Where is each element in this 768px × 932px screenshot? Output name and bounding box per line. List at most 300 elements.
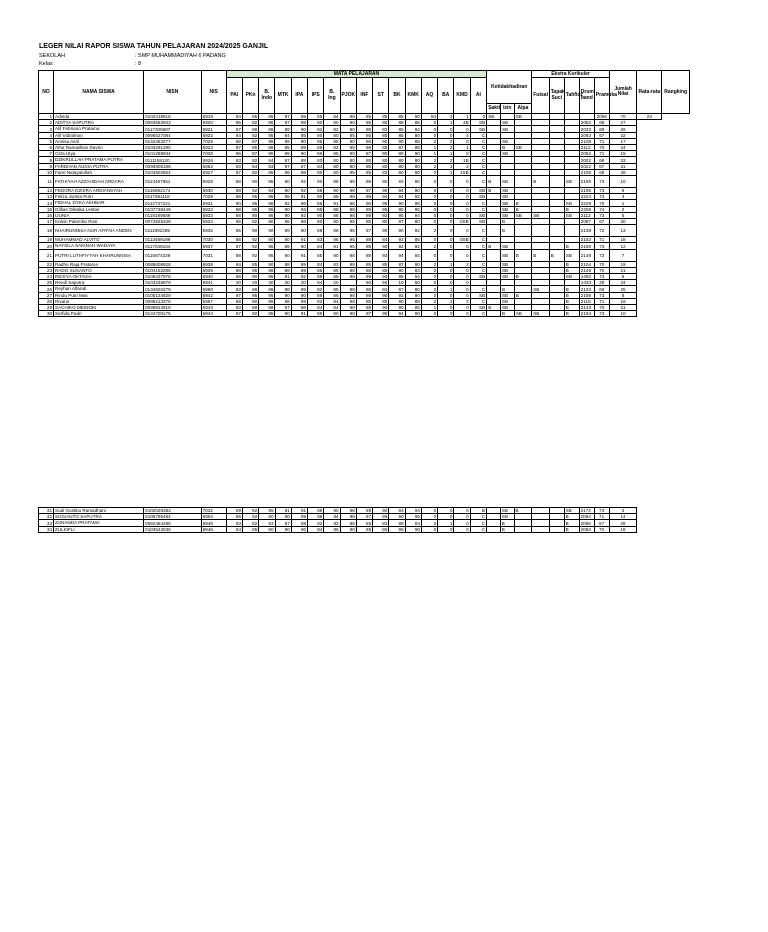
table-cell: 0103542836 xyxy=(144,526,202,532)
table-cell: 90 xyxy=(405,311,421,317)
table-cell: SB xyxy=(514,145,532,151)
col-ekskul: Tapak Suci xyxy=(549,78,564,114)
col-ekskul: Futsal xyxy=(532,78,550,114)
table-cell: 88 xyxy=(405,145,421,151)
table-cell: 0 xyxy=(438,514,454,520)
table-cell: 90 xyxy=(405,188,421,194)
table-cell: 98 xyxy=(340,206,356,212)
table-cell: 88 xyxy=(291,520,307,526)
table-cell: 0 xyxy=(438,508,454,514)
table-cell: SB xyxy=(564,176,579,188)
table-cell: 2 xyxy=(454,298,470,304)
table-cell: 94 xyxy=(389,249,405,261)
table-cell: 91 xyxy=(275,508,291,514)
table-cell: 95 xyxy=(405,206,421,212)
table-cell: 73 xyxy=(594,249,609,261)
table-cell: 83 xyxy=(405,267,421,273)
table-cell: 74 xyxy=(594,206,609,212)
table-cell: NAYSILA SAKINAH WADAYA xyxy=(54,243,144,249)
table-cell: 87 xyxy=(389,286,405,292)
table-cell: 95 xyxy=(389,274,405,280)
table-cell: 88 xyxy=(259,286,275,292)
table-cell: 0 xyxy=(454,286,470,292)
table-row xyxy=(39,176,690,188)
table-cell: 82 xyxy=(243,520,259,526)
table-cell: 92 xyxy=(243,514,259,520)
table-cell: 86 xyxy=(324,526,340,532)
table-cell: SB xyxy=(500,126,514,132)
table-cell: 90 xyxy=(275,188,291,194)
table-cell: 88 xyxy=(389,520,405,526)
table-cell: 2 xyxy=(421,520,437,526)
table-cell: 95 xyxy=(340,225,356,237)
table-cell: B xyxy=(564,526,579,532)
table-cell: 90 xyxy=(340,120,356,126)
table-cell: C xyxy=(470,132,487,138)
table-cell: 88 xyxy=(242,286,258,292)
table-cell: 90 xyxy=(324,249,340,261)
table-cell: 88 xyxy=(308,206,324,212)
table-cell: 70 xyxy=(594,261,609,267)
table-cell: 2084 xyxy=(579,514,594,520)
table-cell: 89 xyxy=(291,114,307,120)
table-cell: 82 xyxy=(308,286,324,292)
table-cell: 73 xyxy=(594,274,609,280)
table-cell: 6939 xyxy=(201,267,226,273)
table-cell: 90 xyxy=(324,188,340,194)
table-cell: 80 xyxy=(373,132,389,138)
table-cell: 91 xyxy=(275,274,291,280)
table-cell: 90 xyxy=(389,514,405,520)
table-cell: 50 xyxy=(373,280,389,286)
table-cell: 21 xyxy=(39,249,54,261)
table-cell: 95 xyxy=(340,243,356,249)
col-mata-pelajaran: MATA PELAJARAN xyxy=(226,71,487,78)
table-cell: B xyxy=(564,206,579,212)
table-cell: 70 xyxy=(609,114,637,120)
table-cell: 94 xyxy=(405,274,421,280)
table-cell: 90 xyxy=(308,176,324,188)
table-cell: 1 xyxy=(438,151,454,157)
table-cell: 80 xyxy=(405,286,421,292)
table-cell: SB xyxy=(470,305,487,311)
table-cell: 84 xyxy=(324,114,340,120)
table-cell: 2185 xyxy=(579,243,594,249)
table-cell: 85 xyxy=(373,267,389,273)
table-cell: 0 xyxy=(421,194,437,200)
table-cell: 28 xyxy=(39,298,54,304)
table-cell: 0 xyxy=(438,274,454,280)
table-cell: 88 xyxy=(275,169,291,175)
table-cell: 90 xyxy=(405,526,421,532)
table-cell: 90 xyxy=(373,188,389,194)
table-cell: 2087 xyxy=(579,219,594,225)
table-cell: 2 xyxy=(438,138,454,144)
table-cell: 95 xyxy=(340,219,356,225)
col-absen: Sakit xyxy=(487,104,501,114)
table-cell: 92 xyxy=(405,225,421,237)
table-cell: 0142453277 xyxy=(144,138,202,144)
table-cell: 87 xyxy=(242,151,258,157)
col-subject: B. Ing xyxy=(324,78,340,114)
table-cell: 8 xyxy=(609,292,637,298)
table-cell: 0 xyxy=(421,169,437,175)
table-cell: 88 xyxy=(291,157,307,163)
table-cell: 34 xyxy=(39,526,54,532)
table-cell: 1 xyxy=(438,286,454,292)
table-cell: 89 xyxy=(226,508,242,514)
col-subject: IPS xyxy=(308,78,324,114)
table-cell: 0117681118 xyxy=(144,194,202,200)
table-cell: 28 xyxy=(594,280,609,286)
table-cell: C xyxy=(470,176,487,188)
col-nisn: NISN xyxy=(144,71,202,114)
table-cell: 80 xyxy=(308,157,324,163)
table-cell: 73 xyxy=(594,243,609,249)
table-cell: 92 xyxy=(373,212,389,218)
table-cell: 87 xyxy=(226,126,242,132)
table-cell xyxy=(487,311,501,317)
table-cell: 28 xyxy=(609,169,637,175)
table-cell: 85 xyxy=(356,157,372,163)
table-cell: 6942 xyxy=(201,292,226,298)
table-cell: SUGIANTO SAPUTRA xyxy=(54,514,144,520)
table-cell: SB xyxy=(500,188,514,194)
table-cell: Farel Nidayatullah xyxy=(54,169,144,175)
table-cell: 85 xyxy=(259,169,275,175)
table-cell: 0095527084 xyxy=(144,132,202,138)
table-cell: 98 xyxy=(340,267,356,273)
table-cell: 88 xyxy=(356,243,372,249)
table-cell: 24 xyxy=(39,274,54,280)
table-cell: 29 xyxy=(609,520,637,526)
table-cell: 25 xyxy=(609,286,637,292)
table-cell: 83 xyxy=(226,520,242,526)
table-cell: 0113497961 xyxy=(144,176,202,188)
table-cell: 2152 xyxy=(579,237,594,243)
table-cell: 67 xyxy=(594,132,609,138)
table-cell: 98 xyxy=(340,274,356,280)
table-cell xyxy=(549,176,564,188)
table-cell: 89 xyxy=(356,508,372,514)
table-cell: 14 xyxy=(39,200,54,206)
table-cell: 98 xyxy=(340,188,356,194)
table-cell: 2033 xyxy=(579,126,594,132)
table-cell: 2112 xyxy=(579,212,594,218)
table-cell: 2066 xyxy=(594,114,609,120)
table-cell: 0 xyxy=(438,311,454,317)
table-cell: 85 xyxy=(226,514,242,520)
col-subject: KMK xyxy=(405,78,421,114)
table-cell: 98 xyxy=(340,249,356,261)
table-cell: SB xyxy=(470,212,487,218)
table-cell: 96 xyxy=(291,200,307,206)
table-cell: 90 xyxy=(242,176,258,188)
table-cell: 0 xyxy=(454,126,470,132)
table-cell: 90 xyxy=(356,200,372,206)
table-cell: 0 xyxy=(454,188,470,194)
table-cell: Reyhan Alfarab xyxy=(54,286,144,292)
col-absen: Izin xyxy=(500,104,514,114)
table-cell: 88 xyxy=(259,267,275,273)
table-cell: 90 xyxy=(324,311,340,317)
table-cell: 25 xyxy=(39,280,54,286)
table-cell: 19 xyxy=(39,237,54,243)
table-cell: 2 xyxy=(454,261,470,267)
table-cell: Rendi Saputra xyxy=(54,280,144,286)
table-cell: 95 xyxy=(242,194,258,200)
table-cell: B xyxy=(564,520,579,526)
table-cell: 90 xyxy=(308,212,324,218)
table-cell: 98 xyxy=(259,200,275,206)
table-cell: 2052 xyxy=(579,120,594,126)
table-cell: 88 xyxy=(308,311,324,317)
table-cell: 91 xyxy=(324,243,340,249)
table-cell: 90 xyxy=(373,138,389,144)
table-cell: 89 xyxy=(356,292,372,298)
table-cell: 0 xyxy=(421,212,437,218)
table-cell: 0 xyxy=(438,280,454,286)
table-cell: 0115874329 xyxy=(144,249,202,261)
table-cell: B xyxy=(487,243,501,249)
table-cell: 4 xyxy=(39,132,54,138)
table-cell: 84 xyxy=(324,514,340,520)
table-cell: 2 xyxy=(421,138,437,144)
table-cell: 0 xyxy=(421,292,437,298)
table-cell: 95 xyxy=(259,243,275,249)
table-cell: 90 xyxy=(275,514,291,520)
table-cell: 85 xyxy=(291,132,307,138)
table-cell: 85 xyxy=(356,305,372,311)
col-ketidakhadiran: Ketidakhadiran xyxy=(487,71,532,104)
table-cell: Adinda xyxy=(54,114,144,120)
table-cell: 33 xyxy=(609,157,637,163)
table-cell: 0117048154 xyxy=(144,243,202,249)
table-cell: 89 xyxy=(356,274,372,280)
table-cell: 90 xyxy=(373,508,389,514)
table-cell: 92 xyxy=(242,237,258,243)
table-cell xyxy=(549,225,564,237)
table-cell: SB xyxy=(500,151,514,157)
table-cell: Rindu Putri Mas xyxy=(54,292,144,298)
table-cell: 9 xyxy=(609,188,637,194)
table-cell: 85 xyxy=(356,120,372,126)
table-cell: 85 xyxy=(275,145,291,151)
table-cell: 10 xyxy=(39,169,54,175)
table-cell: Alif Vidialmon xyxy=(54,132,144,138)
table-cell: 6923 xyxy=(201,145,226,151)
table-cell: 0 xyxy=(438,200,454,206)
table-cell: 90 xyxy=(373,292,389,298)
table-cell: C xyxy=(470,151,487,157)
table-cell: 91 xyxy=(291,508,307,514)
table-cell: 90 xyxy=(259,514,275,520)
table-cell: 90 xyxy=(242,298,258,304)
table-cell: SB xyxy=(532,311,550,317)
table-cell: 27 xyxy=(39,292,54,298)
table-cell: 84 xyxy=(308,305,324,311)
table-row xyxy=(39,249,690,261)
table-cell: 0 xyxy=(438,243,454,249)
table-cell: B xyxy=(532,249,550,261)
table-cell: C xyxy=(470,267,487,273)
table-cell: 84 xyxy=(226,114,242,120)
table-cell: 0112737221 xyxy=(144,200,202,206)
table-cell: 0107739449 xyxy=(144,206,202,212)
table-cell: SB xyxy=(564,508,579,514)
table-cell: 89 xyxy=(356,206,372,212)
table-cell: 82 xyxy=(308,298,324,304)
table-cell: 0105124829 xyxy=(144,292,202,298)
table-cell: 88 xyxy=(291,219,307,225)
table-cell: 20 xyxy=(226,280,242,286)
table-cell: B xyxy=(564,305,579,311)
table-cell: 90 xyxy=(373,176,389,188)
table-cell: 33 xyxy=(39,520,54,526)
table-cell: 86 xyxy=(356,286,372,292)
table-cell: 15 xyxy=(609,151,637,157)
table-cell: 20 xyxy=(39,243,54,249)
table-cell: 93 xyxy=(291,206,307,212)
table-cell: 6934 xyxy=(201,219,226,225)
table-cell: 82 xyxy=(242,132,258,138)
table-cell: C xyxy=(470,157,487,163)
table-cell: 6927 xyxy=(201,169,226,175)
table-cell: 6935 xyxy=(201,225,226,237)
table-cell: 89 xyxy=(275,138,291,144)
table-cell: ZUNANDA PRATAMA xyxy=(54,520,144,526)
table-cell: SB xyxy=(500,267,514,273)
table-cell: C xyxy=(470,514,486,520)
table-cell: 73 xyxy=(594,194,609,200)
table-cell: 0099924918 xyxy=(144,305,202,311)
table-cell: 85 xyxy=(356,298,372,304)
table-cell: 88 xyxy=(291,169,307,175)
table-cell: 84 xyxy=(226,526,242,532)
table-cell xyxy=(487,249,501,261)
table-cell: 86 xyxy=(226,267,242,273)
table-cell: SB xyxy=(532,286,550,292)
table-cell: B xyxy=(514,292,532,298)
table-cell: 85 xyxy=(259,132,275,138)
table-cell: 2116 xyxy=(579,298,594,304)
table-cell: 88 xyxy=(275,261,291,267)
table-cell: 31 xyxy=(609,163,637,169)
table-cell: 84 xyxy=(226,261,242,267)
table-cell: 90 xyxy=(275,176,291,188)
table-cell: 83 xyxy=(226,305,242,311)
table-cell: 0 xyxy=(421,237,437,243)
table-cell: 88 xyxy=(259,305,275,311)
table-cell: 98 xyxy=(340,200,356,206)
table-cell: 94 xyxy=(405,249,421,261)
table-cell: 95 xyxy=(259,194,275,200)
table-cell: 89 xyxy=(275,126,291,132)
table-cell: 80 xyxy=(373,163,389,169)
table-cell: 0 xyxy=(454,292,470,298)
table-cell: 70 xyxy=(594,145,609,151)
table-cell: Sudi Gustika Ramadhani xyxy=(54,508,144,514)
table-cell: 1 xyxy=(454,114,470,120)
table-cell: 17 xyxy=(39,219,54,225)
table-cell: Feliza Jumita Putri xyxy=(54,194,144,200)
table-cell: 88 xyxy=(308,508,324,514)
table-cell: B xyxy=(514,249,532,261)
table-cell: 89 xyxy=(291,286,307,292)
table-cell: 93 xyxy=(373,274,389,280)
table-cell: 0 xyxy=(470,114,487,120)
table-cell: 98 xyxy=(340,311,356,317)
table-cell: 85 xyxy=(275,219,291,225)
table-cell: 80 xyxy=(324,169,340,175)
table-cell: 16 xyxy=(609,298,637,304)
table-cell: 92 xyxy=(243,508,259,514)
table-cell: 0111992489 xyxy=(144,225,202,237)
table-cell: 0 xyxy=(438,206,454,212)
col-subject: BK xyxy=(389,78,405,114)
table-cell: B xyxy=(564,286,579,292)
table-cell: 6954 xyxy=(201,514,226,520)
table-cell: 85 xyxy=(356,169,372,175)
table-cell: 90 xyxy=(308,194,324,200)
table-cell: 4B xyxy=(454,120,470,126)
table-cell: 0117305887 xyxy=(144,126,202,132)
table-cell: 84 xyxy=(373,237,389,243)
table-cell: 2062 xyxy=(579,151,594,157)
table-cell: 95 xyxy=(340,169,356,175)
table-cell: 86 xyxy=(308,514,324,520)
table-cell: 73 xyxy=(594,508,609,514)
table-cell: 95 xyxy=(373,200,389,206)
table-cell: 90 xyxy=(226,200,242,206)
table-cell: 6960 xyxy=(201,286,226,292)
table-cell: 89 xyxy=(356,212,372,218)
table-cell: 6862 xyxy=(201,163,226,169)
table-cell: 30 xyxy=(259,280,275,286)
table-cell xyxy=(532,225,550,237)
table-cell: 75 xyxy=(594,200,609,206)
table-cell: 6933 xyxy=(201,212,226,218)
table-cell: 30 xyxy=(609,219,637,225)
table-cell: 88 xyxy=(389,120,405,126)
table-cell: 88 xyxy=(242,305,258,311)
table-cell: 20 xyxy=(324,280,340,286)
table-cell: 86 xyxy=(356,145,372,151)
table-cell: 20 xyxy=(242,280,258,286)
table-cell: 26 xyxy=(609,126,637,132)
table-cell: 11 xyxy=(39,176,54,188)
table-cell: 92 xyxy=(242,243,258,249)
table-cell: 95 xyxy=(259,311,275,317)
table-cell: 87 xyxy=(356,225,372,237)
col-subject: BA xyxy=(438,78,454,114)
table-cell: 93 xyxy=(389,292,405,298)
table-cell: 0 xyxy=(421,280,437,286)
table-cell: 90 xyxy=(291,243,307,249)
table-cell: 85 xyxy=(226,120,242,126)
table-cell: 73 xyxy=(594,188,609,194)
table-cell: 95 xyxy=(242,292,258,298)
table-cell: 98 xyxy=(340,305,356,311)
table-cell: 7030 xyxy=(201,237,226,243)
table-cell: 90 xyxy=(291,151,307,157)
table-cell: B xyxy=(514,274,532,280)
table-cell: SB xyxy=(500,274,514,280)
table-cell: 88 xyxy=(226,138,242,144)
table-cell: 92 xyxy=(242,188,258,194)
table-cell: 90 xyxy=(259,237,275,243)
table-cell: 2149 xyxy=(579,249,594,261)
